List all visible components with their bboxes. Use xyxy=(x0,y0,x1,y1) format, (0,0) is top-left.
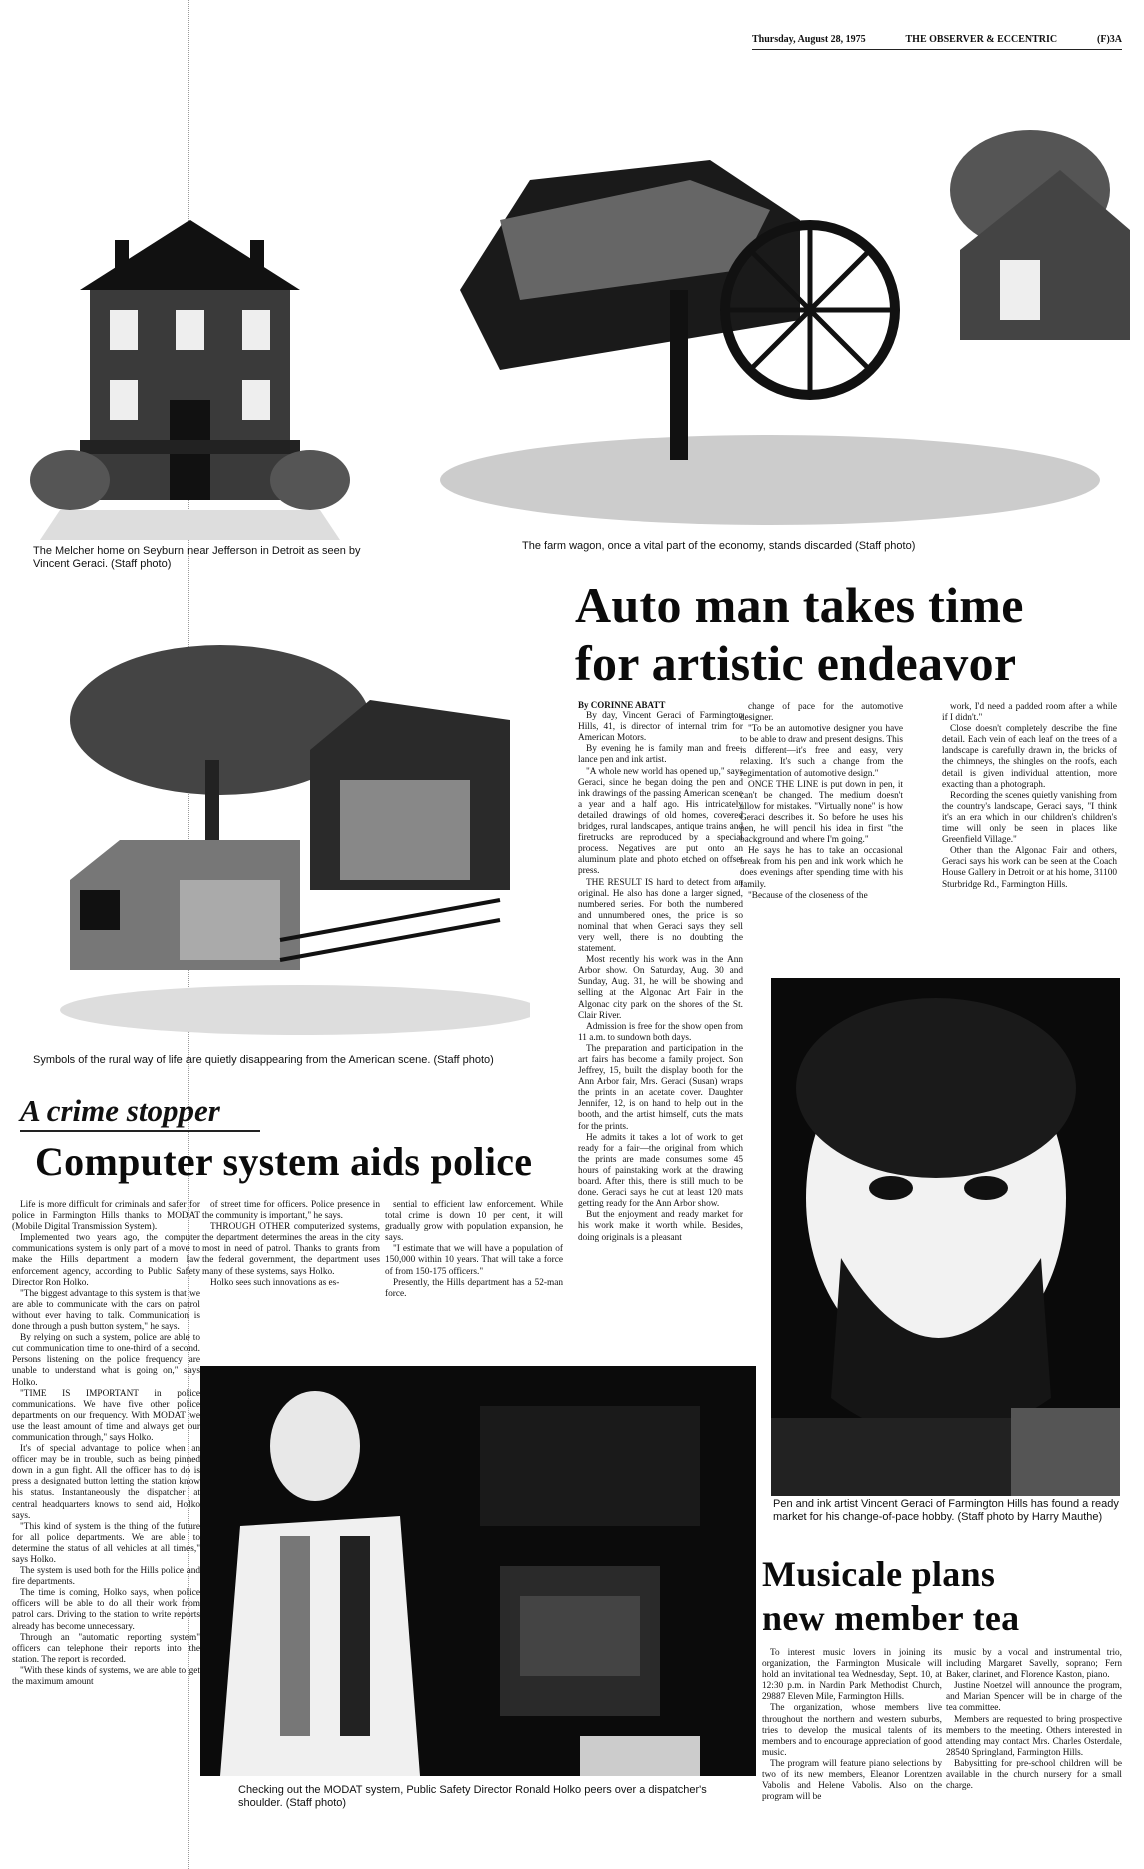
caption-modat: Checking out the MODAT system, Public Safety Director Ronald Holko peers over a dispatcher's shoulder. (Staff photo) xyxy=(238,1784,707,1809)
police-col3-para: "I estimate that we will have a population of 150,000 within 10 years. That will take a force of from 150-175 officers." xyxy=(385,1244,563,1277)
auto-col1-para: By day, Vincent Geraci of Farmington Hills, 41, is director of internal trim for American Motors. xyxy=(578,711,743,744)
police-col2-para: Holko sees such innovations as es- xyxy=(210,1277,340,1288)
musicale-headline-line-1: Musicale plans xyxy=(762,1554,996,1594)
auto-col3-para: work, I'd need a padded room after a while if I didn't." xyxy=(942,702,1117,724)
auto-headline-line-1: Auto man takes time xyxy=(575,577,1024,633)
auto-col1-para: Admission is free for the show open from 11 a.m. to sundown both days. xyxy=(578,1021,743,1043)
auto-col2-para: change of pace for the automotive designer. xyxy=(740,702,903,724)
musicale-col1-para: To interest music lovers in joining its organization, the Farmington Musicale will hold an invitational tea Wednesday, Sept. 10, at 12:30 p.m. in Nardin Park Methodist Church, 29887 Eleven Mile, Farmington Hills. xyxy=(762,1648,942,1703)
auto-col3-para: Recording the scenes quietly vanishing from the country's landscape, Geraci says, "I think it's an era which in our children's children's time will only be seen in places like Greenfield Village." xyxy=(942,790,1117,846)
police-col1-para: The system is used both for the Hills police and fire departments. xyxy=(12,1566,200,1588)
musicale-col2-para: Members are requested to bring prospective members to the meeting. Others interested in attending may contact Mrs. Charles Osterdale, 28540 Springland, Farmington Hills. xyxy=(946,1714,1122,1758)
auto-col1-para: By evening he is family man and free-lance pen and ink artist. xyxy=(578,744,743,766)
masthead xyxy=(752,34,1122,50)
auto-col1-para: The preparation and participation in the art fairs has become a family project. Son Jeffrey, 15, built the display booth for the Ann Arbor fair, Mrs. Geraci (Susan) wraps the prints in an acetate cover. Daughter Jennifer, 12, is on hand to help out in the booth, and the artist himself, cuts the mats for the prints. xyxy=(578,1043,743,1132)
auto-col2-para: "To be an automotive designer you have to be able to draw and present designs. This is different—it's free and easy, very relaxing. It's such a change from the regimentation of automotive design." xyxy=(740,724,903,779)
rural-scene-illustration xyxy=(40,640,530,1040)
musicale-col1-para: The program will feature piano selections by two of its new members, Eleanor Lorentzen Vabolis and Helene Vabolis. Also on the program will be xyxy=(762,1758,942,1803)
musicale-headline-line-2: new member tea xyxy=(762,1598,1020,1638)
auto-col2-para: He says he has to take an occasional break from his pen and ink work which he does evenings after spending time with his family. xyxy=(740,846,903,890)
auto-col1-para: THE RESULT IS hard to detect from an original. He also has done a larger signed, numbered series. For both the numbered and unnumbered ones, the price is so nominal that when Geraci says they sell very well, there is no doubting the statement. xyxy=(578,877,743,955)
musicale-col2-para: Babysitting for pre-school children will be available in the church nursery for a small charge. xyxy=(946,1758,1122,1792)
auto-story-column-2 xyxy=(740,702,903,962)
police-column-3 xyxy=(385,1200,563,1330)
melcher-home-illustration xyxy=(20,180,360,540)
kicker-rule xyxy=(20,1130,260,1132)
police-column-2 xyxy=(202,1200,380,1330)
auto-headline-line-2: for artistic endeavor xyxy=(575,635,1017,691)
police-story-headline: Computer system aids police xyxy=(35,1139,533,1184)
auto-story-column-3 xyxy=(942,702,1117,962)
auto-col1-para: But the enjoyment and ready market for his work make it worth while. Besides, doing originals is a pleasant xyxy=(578,1210,743,1243)
police-column-1 xyxy=(12,1200,200,1860)
auto-col1-para: He admits it takes a lot of work to get ready for a fair—the original from which the prints are made consumes some 45 hours of painstaking work at the drawing board. After this, there is still much to be done. Geraci says he cut at least 120 mats getting ready for the Ann Arbor show. xyxy=(578,1132,743,1210)
auto-col3-para: Close doesn't completely describe the fine detail. Each vein of each leaf on the trees of a landscape is carefully drawn in, the bricks of the chimneys, the shingles on the roofs, each detail is given individual attention, more exacting than a photograph. xyxy=(942,724,1117,790)
farm-wagon-illustration xyxy=(440,60,1130,530)
masthead-page: (F)3A xyxy=(1097,34,1122,45)
musicale-col1-para: The organization, whose members live throughout the northern and western suburbs, tries to develop the musical talents of its members and to encourage appreciation of good music. xyxy=(762,1703,942,1758)
auto-col1-para: "A whole new world has opened up," says Geraci, since he began doing the pen and ink drawings of the passing American scene a year and a half ago. His intricately detailed drawings of old homes, covered bridges, rural landscapes, antique trains and firetrucks are reproduced by a special process. Negatives are put onto an aluminum plate and photo etched on offset press. xyxy=(578,766,743,877)
caption-portrait: Pen and ink artist Vincent Geraci of Farmington Hills has found a ready market for his change-of-pace hobby. (Staff photo by Harry Mauthe) xyxy=(773,1498,1119,1523)
musicale-headline xyxy=(762,1552,1132,1640)
musicale-col2-para: Justine Noetzel will announce the program, and Marian Spencer will be in charge of the tea committee. xyxy=(946,1681,1122,1714)
police-col1-para: Life is more difficult for criminals and safer for police in Farmington Hills thanks to MODAT (Mobile Digital Transmission System). xyxy=(12,1200,200,1233)
police-col1-para: "With these kinds of systems, we are able to get the maximum amount xyxy=(12,1665,200,1688)
musicale-column-2 xyxy=(946,1648,1122,1858)
masthead-paper: THE OBSERVER & ECCENTRIC xyxy=(905,34,1058,45)
police-col1-para: "This kind of system is the thing of the future for all police departments. We are able to determine the status of all vehicles at all times," says Holko. xyxy=(12,1521,200,1565)
auto-story-headline xyxy=(575,576,1135,692)
auto-col1-para: Most recently his work was in the Ann Arbor show. On Saturday, Aug. 30 and Sunday, Aug. 31, he will be showing and selling at the Algonac Art Fair in the Algonac city park on the shores of the St. Clair River. xyxy=(578,955,743,1021)
police-story-kicker: A crime stopper xyxy=(20,1093,220,1128)
caption-farm-wagon: The farm wagon, once a vital part of the economy, stands discarded (Staff photo) xyxy=(522,540,916,552)
police-col1-para: "TIME IS IMPORTANT in police communications. We have five other police departments on our frequency. With MODAT we use the least amount of time and always get our communication through," says Holko. xyxy=(12,1388,200,1443)
police-col2-para: THROUGH OTHER computerized systems, the department determines the areas in the city most in need of patrol. Thanks to grants from the federal government, the department uses many of these systems, says Holko. xyxy=(202,1222,380,1277)
caption-melcher-home: The Melcher home on Seyburn near Jefferson in Detroit as seen by Vincent Geraci. (Staff photo) xyxy=(33,545,361,570)
police-col1-para: By relying on such a system, police are able to cut communication time to one-third of a second. Persons listening on the police frequency are unable to understand what is going on," says Holko. xyxy=(12,1333,200,1388)
police-col1-para: The time is coming, Holko says, when police officers will be able to do all their work from patrol cars. Driving to the station to write reports already has become unnecessary. xyxy=(12,1588,200,1632)
police-col3-para: sential to efficient law enforcement. While total crime is down 10 per cent, it will gradually grow with population expansion, he says. xyxy=(385,1200,563,1244)
auto-story-byline: By CORINNE ABATT xyxy=(578,700,666,710)
police-col1-para: Through an "automatic reporting system" officers can telephone their reports into the station. The report is recorded. xyxy=(12,1632,200,1665)
modat-dispatcher-photo xyxy=(200,1366,756,1776)
auto-col2-para: "Because of the closeness of the xyxy=(748,890,868,901)
police-col3-para: Presently, the Hills department has a 52-man force. xyxy=(385,1277,563,1299)
musicale-col2-para: music by a vocal and instrumental trio, including Margaret Savelly, soprano; Fern Baker, clarinet, and Florence Kaston, piano. xyxy=(946,1648,1122,1681)
police-col1-para: It's of special advantage to police when an officer may be in trouble, such as being pinned down in a gun fight. All the officer has to do is press a designated button letting the station know his status. Instantaneously the dispatcher at central headquarters knows to send aid, Holko says. xyxy=(12,1444,200,1521)
police-col2-para: of street time for officers. Police presence in the community is important," he says. xyxy=(202,1200,380,1222)
geraci-portrait-photo xyxy=(771,978,1120,1496)
caption-rural-scene: Symbols of the rural way of life are quietly disappearing from the American scene. (Staff photo) xyxy=(33,1054,494,1066)
masthead-date: Thursday, August 28, 1975 xyxy=(752,34,866,45)
police-col1-para: "The biggest advantage to this system is that we are able to communicate with the cars on patrol without ever having to talk. Communication is done through a push button system," he says. xyxy=(12,1288,200,1333)
police-col1-para: Implemented two years ago, the computer communications system is only part of a move to make the Hills department a modern law enforcement agency, according to Public Safety Director Ron Holko. xyxy=(12,1233,200,1288)
auto-col3-para: Other than the Algonac Fair and others, Geraci says his work can be seen at the Coach House Gallery in Detroit or at his home, 31100 Sturbridge Rd., Farmington Hills. xyxy=(942,846,1117,890)
auto-story-column-1 xyxy=(578,700,743,1340)
auto-col2-para: ONCE THE LINE is put down in pen, it can't be changed. The medium doesn't allow for mistakes. "Virtually none" is how Geraci describes it. So before he uses his pen, he will pencil his idea in first "the background and where I'm going." xyxy=(740,779,903,846)
musicale-column-1 xyxy=(762,1648,942,1858)
